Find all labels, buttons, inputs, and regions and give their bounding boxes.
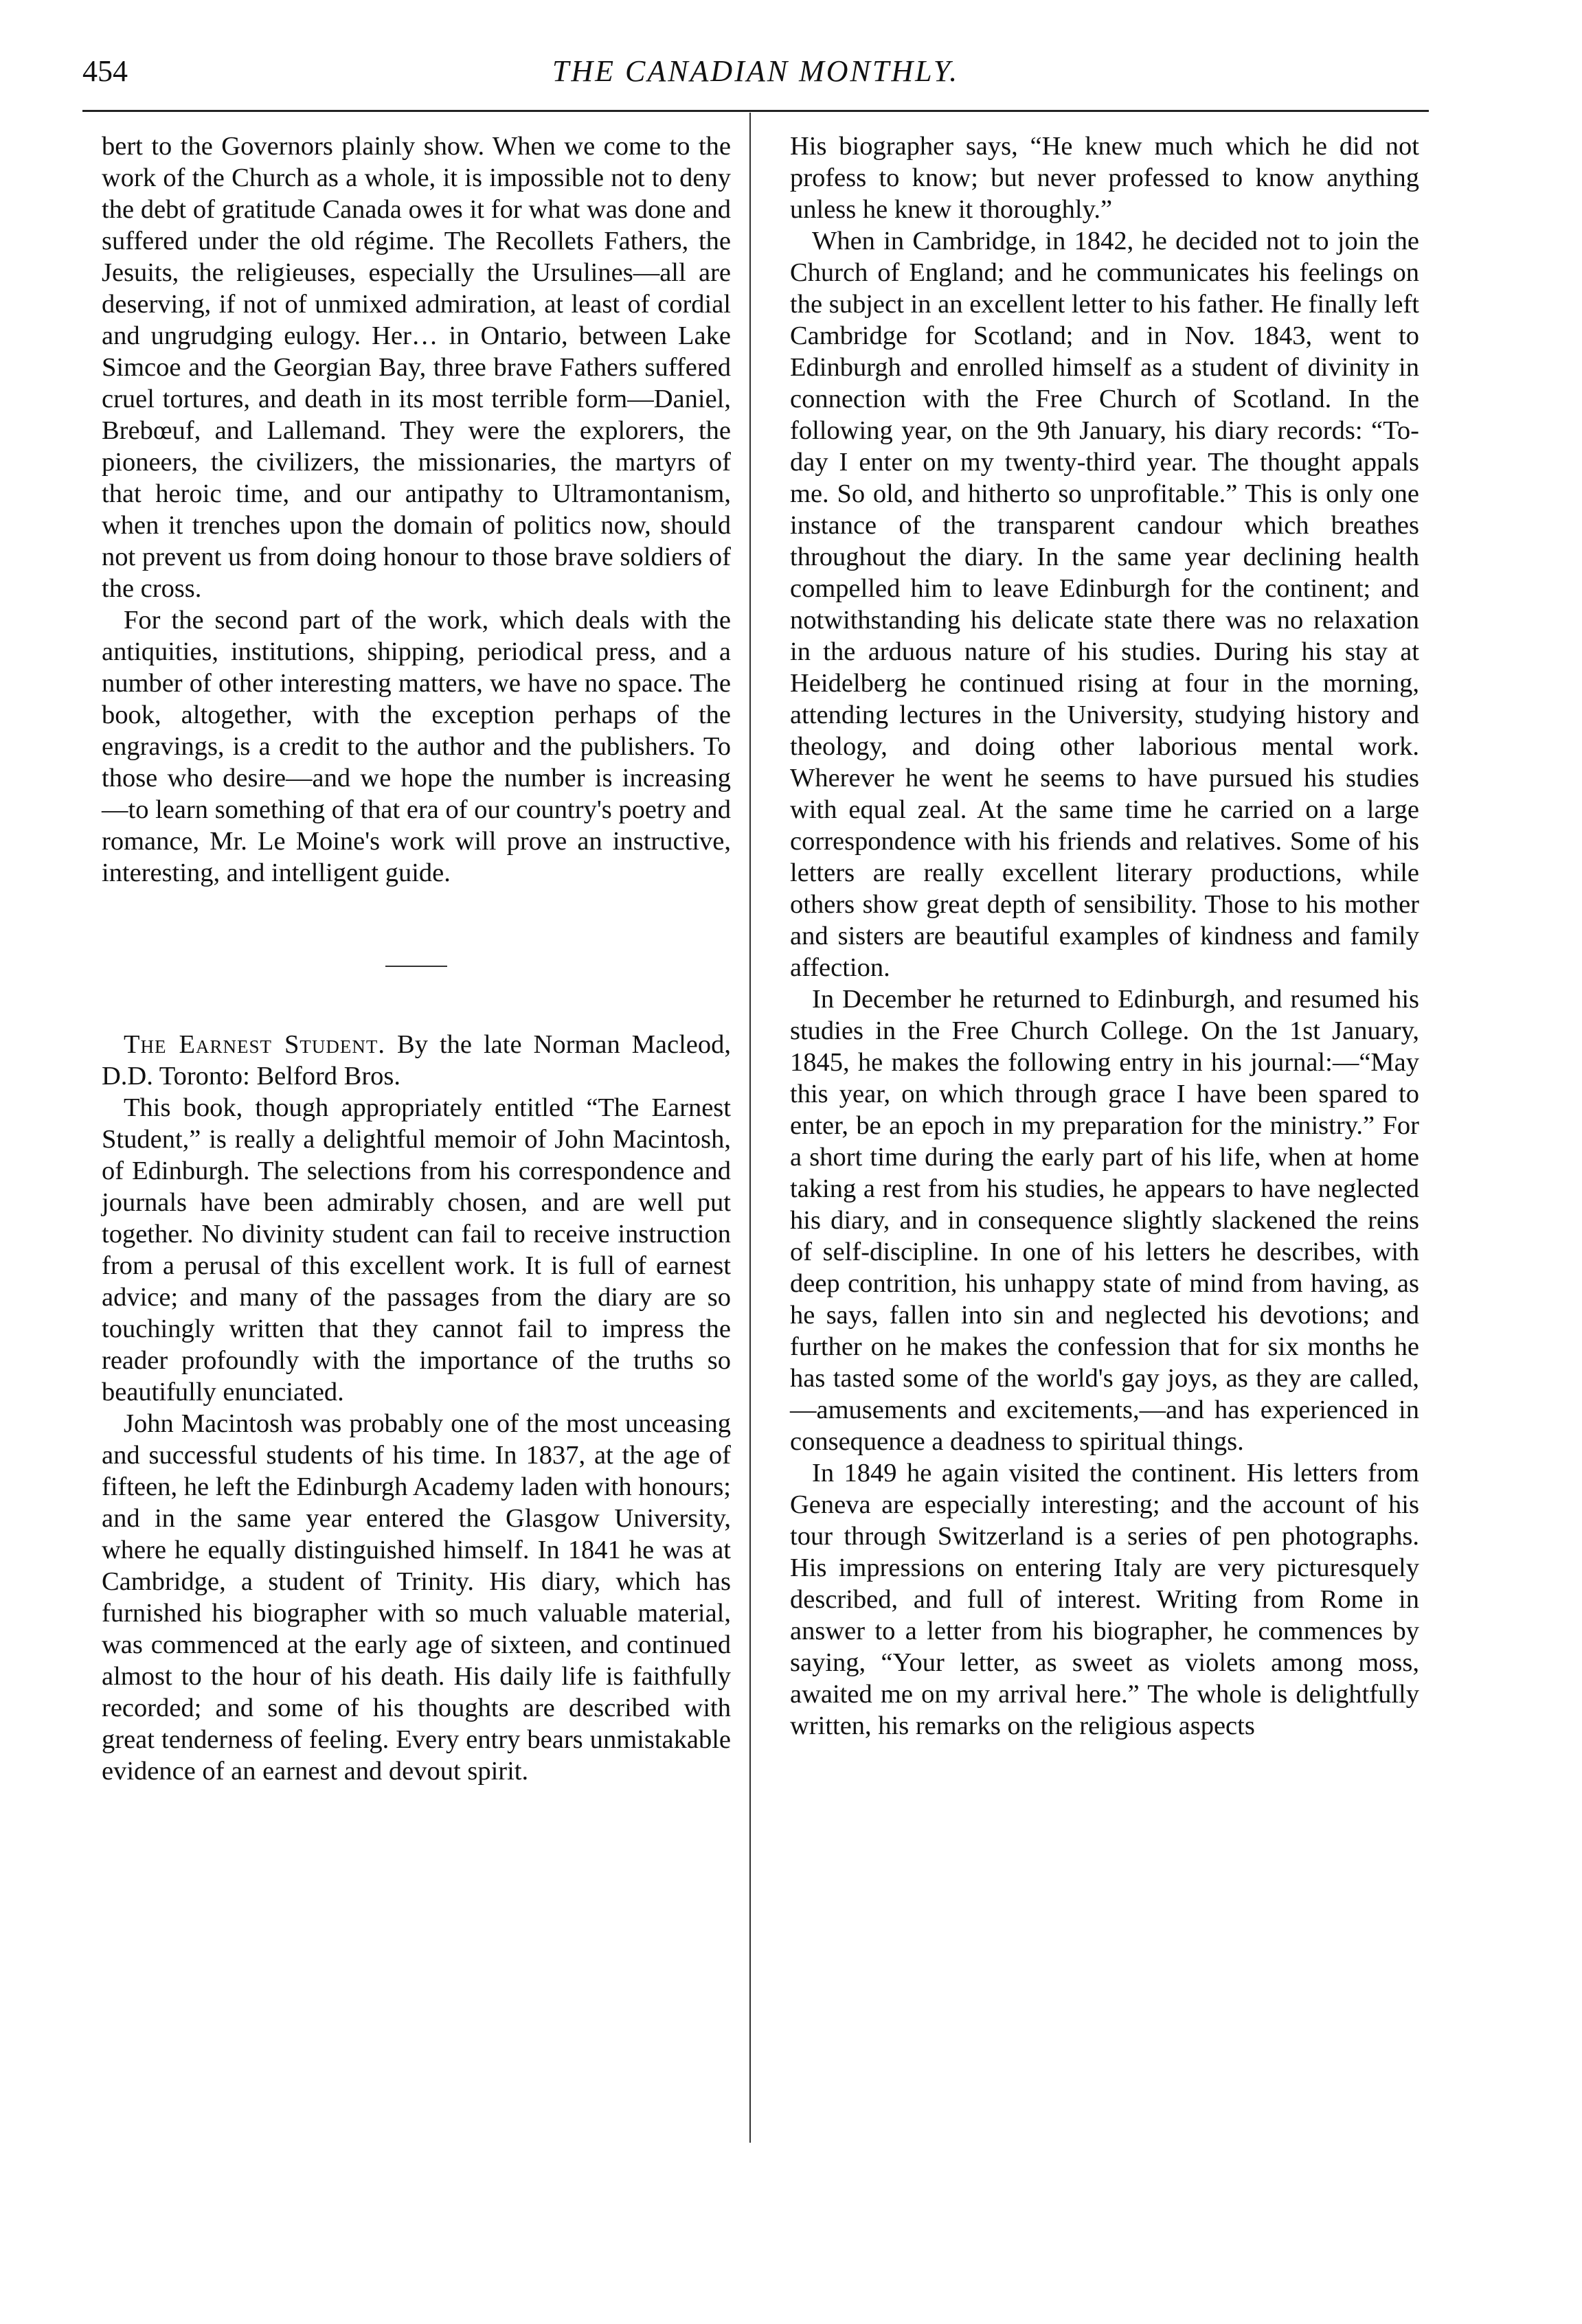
page-number: 454 (82, 54, 128, 88)
right-paragraph-2: When in Cambridge, in 1842, he decided not to join the Church of England; and he communicates his feelings on the subject in an excellent letter to his father. He finally left Cambridge for Scotland; and in Nov. 1843, went to Edinburgh and enrolled himself as a student of divinity in connection with the Free Church of Scotland. In the following year, on the 9th January, his diary records: “To-day I enter on my twenty-third year. The thought appals me. So old, and hitherto so unprofitable.” This is only one instance of the transparent candour which breathes throughout the diary. In the same year declining health compelled him to leave Edinburgh for the continent; and notwithstanding his delicate state there was no relaxation in the arduous nature of his studies. During his stay at Heidelberg he continued rising at four in the morning, attending lectures in the University, studying history and theology, and doing other laborious mental work. Wherever he went he seems to have pursued his studies with equal zeal. At the same time he carried on a large correspondence with his friends and relatives. Some of his letters are really excellent literary productions, while others show great depth of sensibility. Those to his mother and sisters are beautiful examples of kindness and family affection. (790, 227, 1419, 982)
header-rule (82, 110, 1429, 112)
left-paragraph-2: For the second part of the work, which deals with the antiquities, institutions, shipping, periodical press, and a number of other interesting matters, we have no space. The book, altogether, with the exception perhaps of the engravings, is a credit to the author and the publishers. To those who desire—and we hope the number is increasing—to learn something of that era of our country's poetry and romance, Mr. Le Moine's work will prove an instructive, interesting, and intelligent guide. (102, 606, 731, 887)
left-paragraph-1: bert to the Governors plainly show. When we come to the work of the Church as a whole, it is impossible not to deny the debt of gratitude Canada owes it for what was done and suffered under the old régime. The Recollets Fathers, the Jesuits, the religieuses, especially the Ursulines—all are deserving, if not of unmixed admiration, at least of cordial and ungrudging eulogy. Her… in Ontario, between Lake Simcoe and the Georgian Bay, three brave Fathers suffered cruel tortures, and death in its most terrible form—Daniel, Brebœuf, and Lallemand. They were the explorers, the pioneers, the civilizers, the missionaries, the martyrs of that heroic time, and our antipathy to Ultramontanism, when it trenches upon the domain of politics now, should not prevent us from doing honour to those brave soldiers of the cross. (102, 132, 731, 603)
right-paragraph-1: His biographer says, “He knew much which he did not profess to know; but never professed to know anything unless he knew it thoroughly.” (790, 132, 1419, 224)
right-paragraph-4: In 1849 he again visited the continent. His letters from Geneva are especially interesting; and the account of his tour through Switzerland is a series of pen photographs. His impressions on entering Italy are very picturesquely described, and full of interest. Writing from Rome in answer to a letter from his biographer, he commences by saying, “Your letter, as sweet as violets among moss, awaited me on my arrival here.” The whole is delightfully written, his remarks on the religious aspects (790, 1459, 1419, 1740)
right-paragraph-3: In December he returned to Edinburgh, and resumed his studies in the Free Church College. On the 1st January, 1845, he makes the following entry in his journal:—“May this year, on which through grace I have been spared to enter, be an epoch in my preparation for the ministry.” For a short time during the early part of his life, when at home taking a rest from his studies, he appears to have neglected his diary, and in consequence slightly slackened the reins of self-discipline. In one of his letters he describes, with deep contrition, his unhappy state of mind from having, as he says, fallen into sin and neglected his devotions; and further on he makes the confession that for six months he has tasted some of the world's gay joys, as they are called,—amusements and excitements,—and has experienced in consequence a deadness to spiritual things. (790, 985, 1419, 1456)
page-header (82, 51, 1429, 107)
running-title: THE CANADIAN MONTHLY. (552, 54, 960, 88)
column-divider (749, 113, 751, 2143)
left-paragraph-3: This book, though appropriately entitled “The Earnest Student,” is really a delightful memoir of John Macintosh, of Edinburgh. The selections from his correspondence and journals have been admirably chosen, and are well put together. No divinity student can fail to receive instruction from a perusal of this excellent work. It is full of earnest advice; and many of the passages from the diary are so touchingly written that they cannot fail to impress the reader profoundly with the importance of the truths so beautifully enunciated. (102, 1093, 731, 1406)
left-column (102, 130, 731, 1787)
book-title: The Earnest Student. (124, 1030, 386, 1059)
right-column (790, 130, 1419, 1742)
book-citation-details: By the late Norman Macleod, D.D. Toronto: Belford Bros. (102, 1030, 731, 1091)
section-separator (385, 966, 447, 967)
book-citation (102, 1029, 731, 1092)
left-paragraph-4: John Macintosh was probably one of the most unceasing and successful students of his time. In 1837, at the age of fifteen, he left the Edinburgh Academy laden with honours; and in the same year entered the Glasgow University, where he equally distinguished himself. In 1841 he was at Cambridge, a student of Trinity. His diary, which has furnished his biographer with so much valuable material, was commenced at the early age of sixteen, and continued almost to the hour of his death. His daily life is faithfully recorded; and some of his thoughts are described with great tenderness of feeling. Every entry bears unmistakable evidence of an earnest and devout spirit. (102, 1409, 731, 1786)
